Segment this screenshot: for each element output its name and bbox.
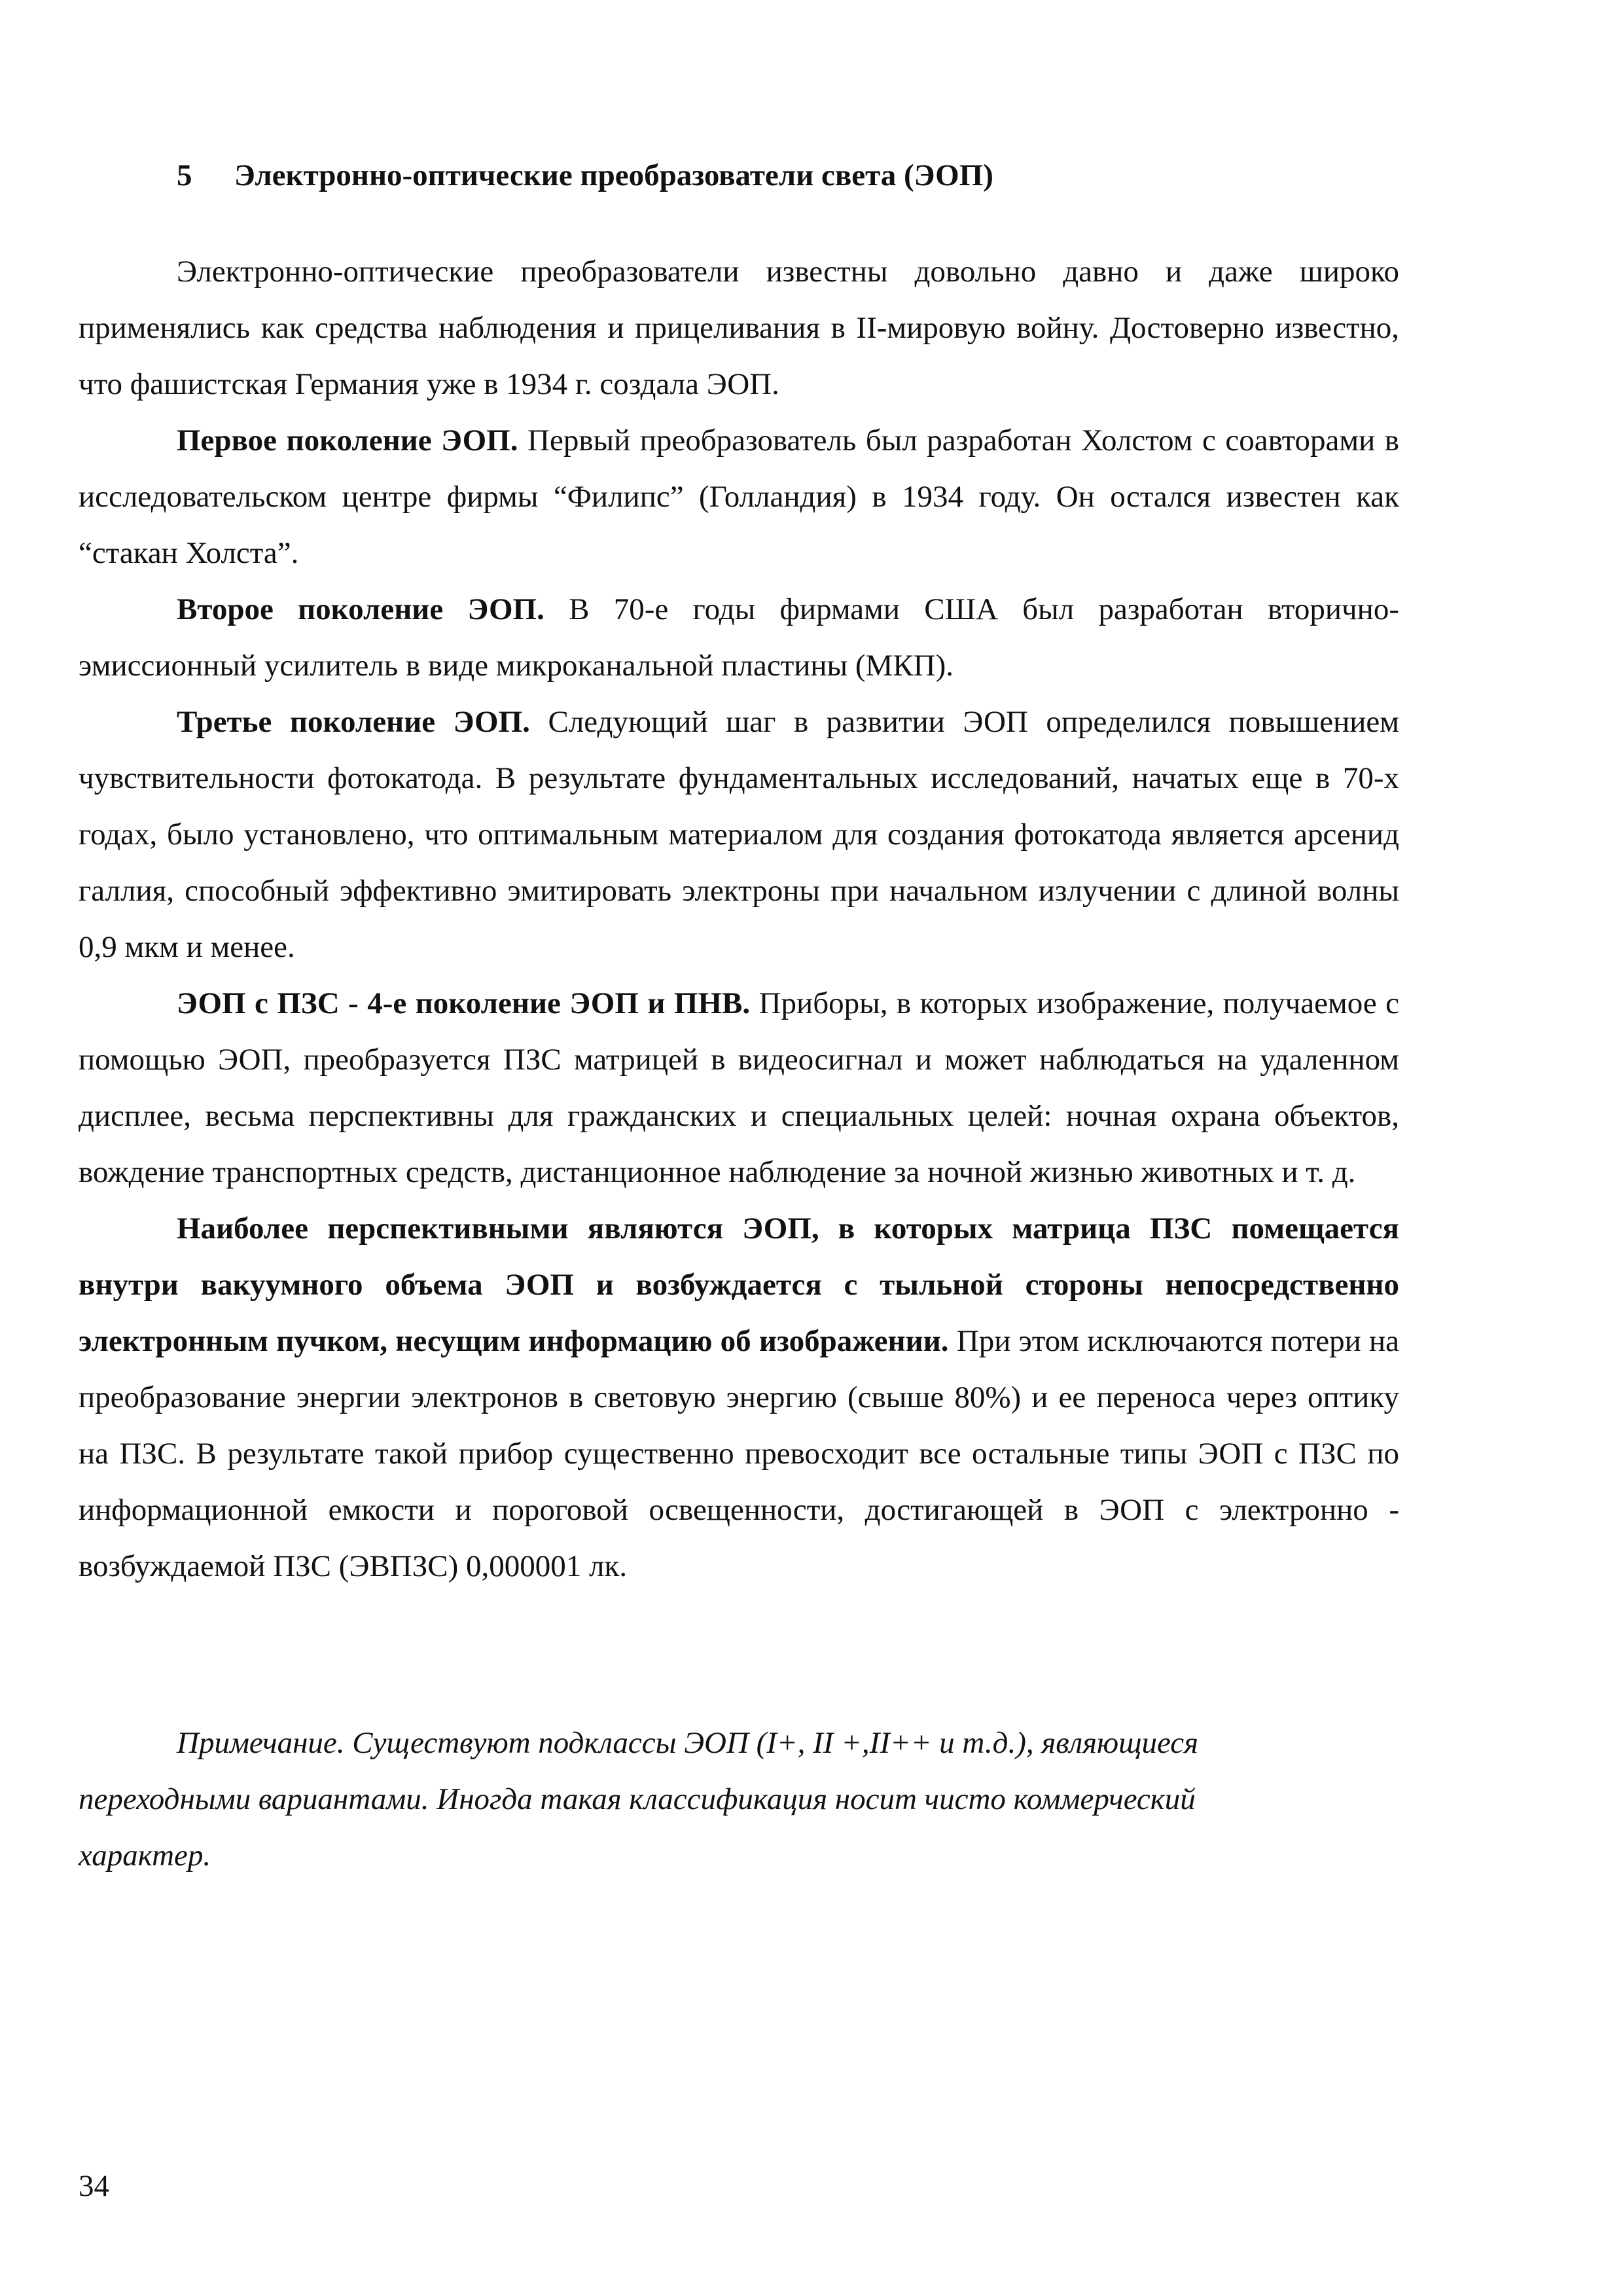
section-number: 5 <box>177 158 192 192</box>
paragraph-lead: Наиболее перспективными являются ЭОП, в которых матрица ПЗС помещается внутри вакуумного объема ЭОП и возбуждается с тыльной стороны непосредственно электронным пучком, несущим информацию об изображении. <box>79 1211 1399 1358</box>
paragraph-intro <box>79 243 1399 412</box>
section-title: Электронно-оптические преобразователи света (ЭОП) <box>234 158 993 192</box>
paragraph-lead: Первое поколение ЭОП. <box>177 423 518 457</box>
paragraph-third-generation <box>79 694 1399 975</box>
paragraph-text: Следующий шаг в развитии ЭОП определился повышением чувствительности фотокатода. В результате фундаментальных исследований, начатых еще в 70-х годах, было установлено, что оптимальным материалом для создания фотокатода является арсенид галлия, способный эффективно эмитировать электроны при начальном излучении с длиной волны 0,9 мкм и менее. <box>79 705 1399 964</box>
paragraph-text: При этом исключаются потери на преобразование энергии электронов в световую энергию (свыше 80%) и ее переноса через оптику на ПЗС. В результате такой прибор существенно превосходит все остальные типы ЭОП с ПЗС по информационной емкости и пороговой освещенности, достигающей в ЭОП с электронно - возбуждаемой ПЗС (ЭВПЗС) 0,000001 лк. <box>79 1324 1399 1583</box>
section-heading <box>177 156 993 195</box>
note-text: Примечание. Существуют подклассы ЭОП (I+, II +,II++ и т.д.), являющиеся переходными вариантами. Иногда такая классификация носит чисто коммерческий характер. <box>79 1726 1199 1873</box>
paragraph-fourth-generation <box>79 975 1399 1200</box>
paragraph-text: В 70-е годы фирмами США был разработан вторично-эмиссионный усилитель в виде микроканальной пластины (МКП). <box>79 592 1399 683</box>
paragraph-text: Приборы, в которых изображение, получаемое с помощью ЭОП, преобразуется ПЗС матрицей в видеосигнал и может наблюдаться на удаленном дисплее, весьма перспективны для гражданских и специальных целей: ночная охрана объектов, вождение транспортных средств, дистанционное наблюдение за ночной жизнью животных и т. д. <box>79 986 1399 1189</box>
paragraph-second-generation <box>79 581 1399 694</box>
paragraph-perspective <box>79 1200 1399 1594</box>
paragraph-first-generation <box>79 412 1399 581</box>
body-text <box>79 243 1399 1594</box>
paragraph-lead: ЭОП с ПЗС - 4-е поколение ЭОП и ПНВ. <box>177 986 751 1020</box>
note-block <box>79 1715 1322 1884</box>
paragraph-text: Электронно-оптические преобразователи известны довольно давно и даже широко применялись как средства наблюдения и прицеливания в II-мировую войну. Достоверно известно, что фашистская Германия уже в 1934 г. создала ЭОП. <box>79 255 1399 401</box>
page-number: 34 <box>79 2169 109 2203</box>
paragraph-lead: Второе поколение ЭОП. <box>177 592 544 626</box>
paragraph-lead: Третье поколение ЭОП. <box>177 705 530 739</box>
paragraph-text: Первый преобразователь был разработан Холстом с соавторами в исследовательском центре фирмы “Филипс” (Голландия) в 1934 году. Он остался известен как “стакан Холста”. <box>79 423 1399 570</box>
